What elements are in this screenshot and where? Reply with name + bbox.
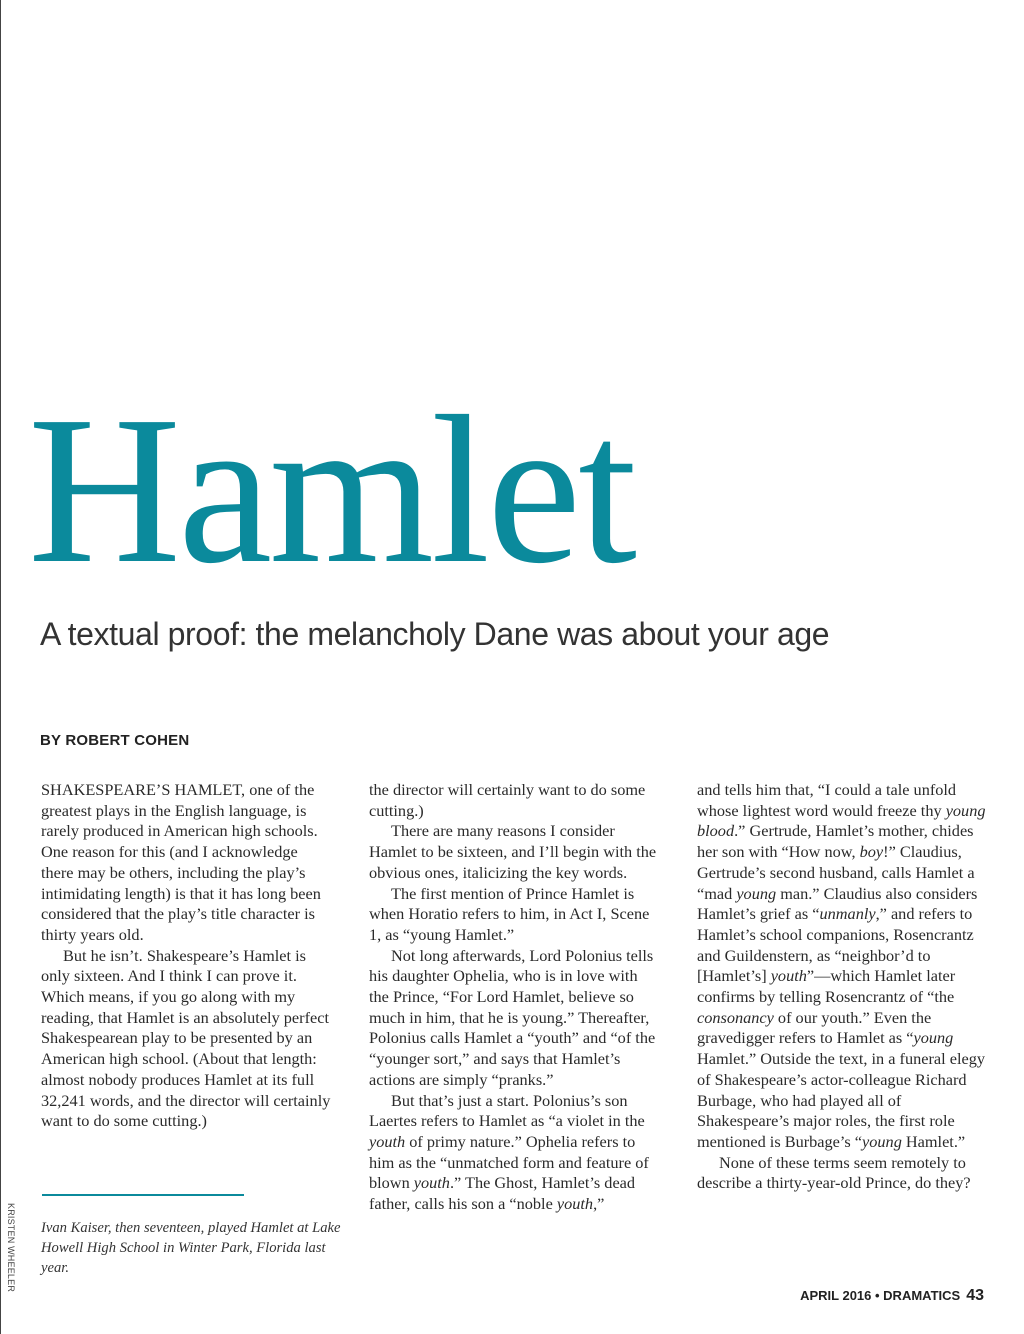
body-column-2 (369, 780, 657, 1215)
page-edge-line (0, 0, 1, 1334)
page-number: 43 (966, 1287, 984, 1304)
byline: BY ROBERT COHEN (40, 732, 190, 749)
photo-credit: KRISTEN WHEELER (6, 1203, 16, 1293)
lead-in: SHAKESPEARE’S HAMLET, (41, 780, 246, 799)
paragraph-1-text: one of the greatest plays in the English language, is rarely produced in American high schools. One reason for this (and I acknowledge there may be others, including the play’s intimidating length) is that it has long been considered that the play’s title character is thirty years old. (41, 780, 321, 944)
photo-caption: Ivan Kaiser, then seventeen, played Hamlet at Lake Howell High School in Winter Park, Florida last year. (41, 1220, 341, 1276)
paragraph-2: But he isn’t. Shakespeare’s Hamlet is only sixteen. And I think I can prove it. Which means, if you go along with my reading, that Hamlet is an absolutely perfect Shakespearean play to be presented by an American high school. (About that length: almost nobody produces Hamlet at its full 32,241 words, and the director will certainly want to do some cutting.) (41, 945, 331, 1131)
body-column-3 (697, 780, 989, 1194)
article-subtitle: A textual proof: the melancholy Dane was about your age (40, 616, 830, 652)
article-title: Hamlet (28, 372, 634, 607)
page-footer (800, 1287, 984, 1305)
paragraph-3: There are many reasons I consider Hamlet to be sixteen, and I’ll begin with the obvious ones, italicizing the key words. (369, 821, 657, 882)
paragraph-6: But that’s just a start. Polonius’s son Laertes refers to Hamlet as “a violet in the youth of primy nature.” Ophelia refers to him as the “unmatched form and feature of blown youth.” The Ghost, Hamlet’s dead father, calls his son a “noble youth,” (369, 1090, 649, 1214)
paragraph-1 (41, 780, 331, 946)
paragraph-4: The first mention of Prince Hamlet is when Horatio refers to him, in Act I, Scene 1, as “young Hamlet.” (369, 883, 650, 944)
paragraph-2-continued: the director will certainly want to do some cutting.) (369, 780, 646, 820)
issue-label: APRIL 2016 • DRAMATICS (800, 1288, 961, 1303)
paragraph-6-continued: and tells him that, “I could a tale unfold whose lightest word would freeze thy young blood.” Gertrude, Hamlet’s mother, chides her son with “How now, boy!” Claudius, Gertrude’s second husband, calls Hamlet a “mad young man.” Claudius also considers Hamlet’s grief as “unmanly,” and refers to Hamlet’s school companions, Rosencrantz and Guildenstern, as “neighbor’d to [Hamlet’s] youth”—which Hamlet later confirms by telling Rosencrantz of “the consonancy of our youth.” Even the gravedigger refers to Hamlet as “young Hamlet.” Outside the text, in a funeral elegy of Shakespeare’s actor-colleague Richard Burbage, who had played all of Shakespeare’s major roles, the first role mentioned is Burbage’s “young Hamlet.” (697, 780, 986, 1151)
paragraph-5: Not long afterwards, Lord Polonius tells his daughter Ophelia, who is in love with the Prince, “For Lord Hamlet, believe so much in him, that he is young.” Thereafter, Polonius calls Hamlet a “youth” and “of the “younger sort,” and says that Hamlet’s actions are simply “pranks.” (369, 945, 656, 1089)
caption-rule (42, 1194, 244, 1196)
paragraph-7: None of these terms seem remotely to describe a thirty-year-old Prince, do they? (697, 1152, 971, 1193)
body-column-1 (41, 780, 331, 1132)
